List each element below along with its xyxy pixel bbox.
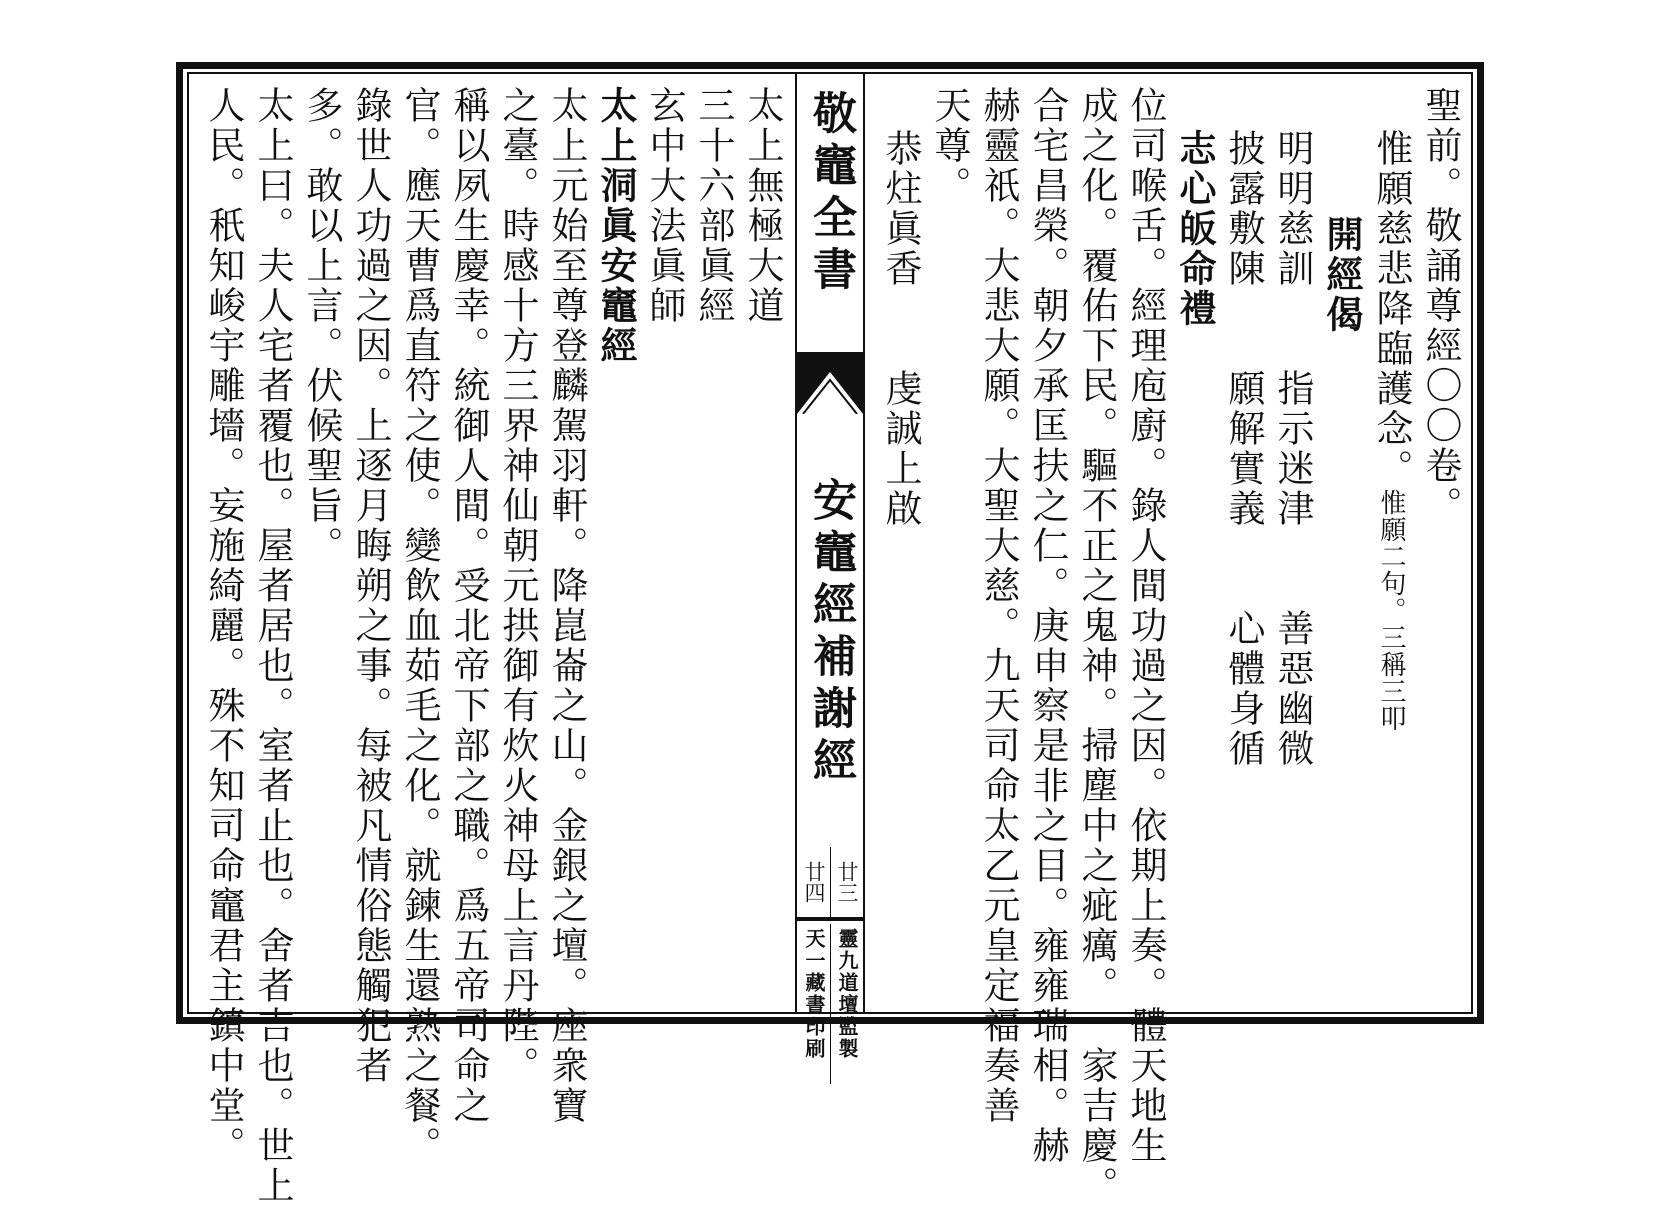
text-heading (591, 86, 640, 1001)
text-column (1072, 86, 1121, 1206)
publisher-printer: 天一藏書印刷 (802, 928, 826, 1060)
column-text: 合宅昌榮。朝夕承匡扶之仁。庚申察是非之目。雍雍瑞相。赫 (1026, 86, 1069, 1166)
publisher-divider (830, 924, 831, 1084)
column-text: 赫靈祇。大悲大願。大聖大慈。九天司命太乙元皇定福奏善 (977, 86, 1020, 1126)
column-text: 披露敷陳 願解實義 心體身循 (1222, 129, 1265, 769)
text-column (1121, 86, 1170, 1166)
column-text: 聖前。敬誦尊經〇〇卷。 (1419, 86, 1462, 526)
publisher-block (797, 924, 863, 1084)
text-column (1416, 86, 1465, 1001)
text-column (640, 86, 689, 1001)
text-column (444, 86, 493, 1126)
column-text: 惟願慈悲降臨護念。 (1370, 129, 1413, 489)
column-text: 人民。秖知峻宇雕墻。妄施綺麗。殊不知司命竈君主鎮中堂。 (202, 86, 245, 1166)
column-text: 太上元始至尊登麟駕羽軒。降崑崙之山。金銀之壇。座衆寶 (545, 86, 588, 1126)
text-column (346, 86, 395, 1086)
text-column (297, 86, 346, 1001)
text-column (1219, 86, 1268, 1001)
text-column (493, 86, 542, 1086)
page-number-right: 廿三 (835, 861, 859, 903)
column-text: 恭炷眞香 虔誠上啟 (879, 129, 922, 529)
column-text: 明明慈訓 指示迷津 善惡幽微 (1271, 129, 1314, 769)
page-number-left: 廿四 (802, 861, 826, 903)
column-text: 位司喉舌。經理庖廚。錄人間功過之因。依期上奏。體天地生 (1124, 86, 1167, 1166)
text-column (876, 86, 925, 1001)
column-text: 志心皈命禮 (1173, 129, 1217, 329)
text-column (974, 86, 1023, 1126)
text-column (925, 86, 974, 1001)
text-column (248, 86, 297, 1206)
column-text: 成之化。覆佑下民。驅不正之鬼神。掃塵中之疵癘。一家吉慶。 (1075, 86, 1118, 1206)
column-text: 太上無極大道 (741, 86, 784, 326)
column-text: 天尊。 (928, 86, 971, 206)
text-heading (1170, 86, 1219, 1001)
text-heading (1317, 86, 1366, 1001)
text-column (199, 86, 248, 1166)
column-text: 官。應天曹爲直符之使。變飲血茹毛之化。就鍊生還熟之餐。 (398, 86, 441, 1166)
column-text: 錄世人功過之因。上逐月晦朔之事。每被凡情俗態觸犯者 (349, 86, 392, 1086)
column-text: 多。敢以上言。伏候聖旨。 (300, 86, 343, 566)
column-text: 三十六部眞經 (692, 86, 735, 326)
page-number-divider (830, 847, 831, 917)
page-numbers (797, 847, 863, 917)
text-column (395, 86, 444, 1166)
center-spine (795, 72, 865, 1060)
book-title: 敬竈全書 (805, 90, 856, 298)
column-text: 玄中大法眞師 (643, 86, 686, 326)
spine-right-rule (863, 72, 865, 1014)
spine-black-bar (797, 352, 863, 364)
column-text: 太上洞眞安竈經 (594, 86, 638, 366)
right-page-text (879, 86, 1465, 1206)
column-text: 稱以夙生慶幸。統御人間。受北帝下部之職。爲五帝司命之 (447, 86, 490, 1126)
column-text: 太上曰。夫人宅者覆也。屋者居也。室者止也。舍者吉也。世上 (251, 86, 294, 1206)
text-column (1268, 86, 1317, 1001)
fishtail-ornament-icon (797, 364, 863, 414)
column-text: 之臺。時感十方三界神仙朝元拱御有炊火神母上言丹陛。 (496, 86, 539, 1086)
text-column (542, 86, 591, 1126)
text-column (689, 86, 738, 1001)
column-text: 開經偈 (1320, 215, 1364, 335)
text-column (738, 86, 787, 1001)
text-column (1023, 86, 1072, 1166)
scripture-title: 安竈經補謝經 (805, 477, 856, 789)
annotation-note: 惟願二句。三稱三叩 (1376, 489, 1406, 732)
text-column (1366, 86, 1416, 1001)
spine-rule (797, 917, 863, 921)
left-page-text (202, 86, 787, 1206)
publisher-producer: 靈九道壇監製 (835, 928, 859, 1060)
